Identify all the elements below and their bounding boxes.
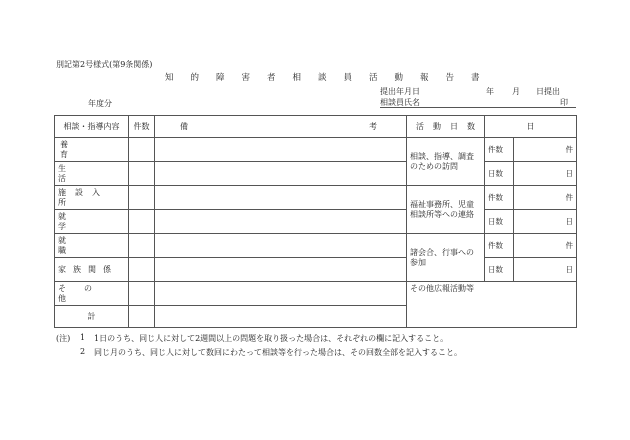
note-1-number: 1	[80, 333, 86, 342]
activity-values-cell	[485, 138, 577, 186]
total-remarks-cell[interactable]	[155, 306, 407, 328]
category-cell	[55, 162, 129, 186]
activity-subtable	[485, 186, 576, 233]
remarks-cell[interactable]	[155, 282, 407, 306]
note-2-text: 同じ月のうち、同じ人に対して数回にわたって相談等を行った場合は、その回数全部を記入すること。	[94, 348, 462, 357]
category-label: その他	[58, 283, 110, 303]
table-row	[55, 234, 577, 258]
submit-day-label: 日提出	[536, 87, 560, 96]
count-cell[interactable]	[129, 210, 155, 234]
col-content-header: 相談・指導内容	[55, 116, 129, 138]
activity-label-line: 福祉事務所、児童	[410, 199, 474, 209]
activity-label-line: 諸会合、行事への	[410, 247, 474, 257]
category-cell	[55, 234, 129, 258]
fiscal-year-label: 年度分	[88, 99, 112, 108]
table-header-row	[55, 116, 577, 138]
count-cell[interactable]	[129, 186, 155, 210]
activity-char-1: 活	[416, 121, 424, 131]
activity-label-line: 相談、指導、調査	[410, 151, 474, 161]
category-cell	[55, 186, 129, 210]
table-row	[55, 282, 577, 306]
sub-unit[interactable]: 件	[514, 186, 577, 210]
remarks-char-1: 備	[180, 121, 188, 131]
remarks-cell[interactable]	[155, 138, 407, 162]
submit-year-label: 年	[486, 87, 494, 96]
sub-key: 日数	[488, 168, 503, 178]
activity-char-2: 動	[433, 121, 441, 131]
note-1-text: 1日のうち、同じ人に対して2週間以上の問題を取り扱った場合は、それぞれの欄に記入すること。	[94, 334, 449, 343]
other-activity-label: その他広報活動等	[410, 284, 474, 293]
activity-days-unit: 日	[485, 116, 577, 138]
total-count-cell[interactable]	[129, 306, 155, 328]
count-cell[interactable]	[129, 162, 155, 186]
sub-key: 件数	[485, 186, 514, 210]
activity-days-header	[407, 116, 485, 138]
report-table	[54, 115, 577, 328]
category-label: 就職	[58, 235, 110, 255]
sub-unit[interactable]: 日	[514, 162, 577, 186]
table-row	[55, 186, 577, 210]
note-2-number: 2	[80, 347, 86, 356]
col-remarks-header	[155, 116, 407, 138]
page-title: 知的障害者相談員活動報告書	[165, 73, 497, 83]
activity-char-4: 数	[467, 121, 475, 131]
activity-subtable	[485, 138, 576, 185]
submit-date-label: 提出年月日	[380, 87, 420, 96]
form-id: 別記第2号様式(第9条関係)	[56, 60, 153, 69]
sub-key: 日数	[488, 264, 503, 274]
seal-mark: 印	[560, 98, 568, 107]
col-count-header: 件数	[129, 116, 155, 138]
activity-label-cell	[407, 234, 485, 282]
remarks-cell[interactable]	[155, 210, 407, 234]
category-cell	[55, 210, 129, 234]
category-cell	[55, 138, 129, 162]
activity-values-cell	[485, 186, 577, 234]
other-activity-cell[interactable]	[407, 282, 577, 328]
activity-label-line: のための訪問	[410, 161, 458, 171]
activity-values-cell	[485, 234, 577, 282]
sub-unit[interactable]: 日	[514, 258, 577, 282]
sub-key: 件数	[485, 234, 514, 258]
category-label: 生活	[58, 163, 110, 183]
count-cell[interactable]	[129, 234, 155, 258]
activity-subtable	[485, 234, 576, 281]
table-row	[55, 138, 577, 162]
category-cell	[55, 282, 129, 306]
remarks-cell[interactable]	[155, 258, 407, 282]
notes-prefix: (注)	[56, 334, 71, 343]
activity-label-cell	[407, 186, 485, 234]
count-cell[interactable]	[129, 282, 155, 306]
sub-unit[interactable]: 日	[514, 210, 577, 234]
remarks-cell[interactable]	[155, 186, 407, 210]
submit-month-label: 月	[512, 87, 520, 96]
remarks-cell[interactable]	[155, 162, 407, 186]
count-cell[interactable]	[129, 138, 155, 162]
activity-label-cell	[407, 138, 485, 186]
sub-unit[interactable]: 件	[514, 138, 577, 162]
activity-label-line: 相談所等への連絡	[410, 209, 474, 219]
sub-key: 件数	[485, 138, 514, 162]
category-label: 就学	[58, 211, 110, 231]
sub-unit[interactable]: 件	[514, 234, 577, 258]
activity-char-3: 日	[450, 121, 458, 131]
counselor-name-label: 相談員氏名	[380, 98, 420, 107]
category-label: 施設入所	[58, 187, 109, 207]
category-label: 家族関係	[58, 264, 118, 274]
remarks-char-2: 考	[369, 121, 377, 131]
remarks-cell[interactable]	[155, 234, 407, 258]
count-cell[interactable]	[129, 258, 155, 282]
total-label: 計	[55, 306, 129, 328]
category-label: 養育	[60, 139, 112, 159]
sub-key: 日数	[488, 216, 503, 226]
category-cell	[55, 258, 129, 282]
activity-label-line: 参加	[410, 257, 426, 267]
